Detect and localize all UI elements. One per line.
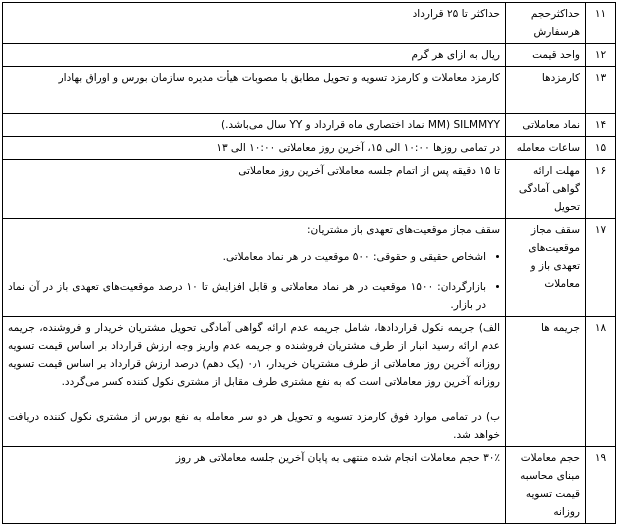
row-number: ۱۱ bbox=[586, 3, 616, 44]
row-number: ۱۶ bbox=[586, 160, 616, 219]
row-value: کارمزد معاملات و کارمزد تسویه و تحویل مطابق با مصوبات هیأت مدیره سازمان بورس و اوراق بهادار bbox=[3, 67, 506, 114]
table-row bbox=[3, 114, 616, 137]
row-value: حداکثر تا ۲۵ قرارداد bbox=[3, 3, 506, 44]
row-label: حداکثرحجم هرسفارش bbox=[506, 3, 586, 44]
row-value: در تمامی روزها ۱۰:۰۰ الی ۱۵، آخرین روز معاملاتی ۱۰:۰۰ الی ۱۳ bbox=[3, 137, 506, 160]
row-number: ۱۷ bbox=[586, 219, 616, 317]
row-value: SILMMYY (MM نماد اختصاری ماه قرارداد و YY سال می‌باشد.) bbox=[3, 114, 506, 137]
row-number: ۱۸ bbox=[586, 317, 616, 447]
row-label: نماد معاملاتی bbox=[506, 114, 586, 137]
penalty-paragraph-a: الف) جریمه نکول قراردادها، شامل جریمه عدم ارائه گواهی آمادگی تحویل مشتریان خریدار و فروشنده، جریمه عدم ارائه رسید انبار از طرف مشتریان فروشنده و جریمه عدم واریز وجه ارزش قرارداد بر اساس قیمت تسویه روزانه آخرین روز معاملاتی از طرف مشتریان خریدار، ۰٫۱ (یک دهم) درصد ارزش قرارداد بر اساس قیمت تسویه روزانه آخرین روز معاملاتی است که به نفع مشتری طرف مقابل از مشتری نکول کننده کسر می‌گردد. bbox=[8, 322, 500, 388]
table-row bbox=[3, 137, 616, 160]
row-label: واحد قیمت bbox=[506, 44, 586, 67]
table-row bbox=[3, 447, 616, 524]
row-value: ریال به ازای هر گرم bbox=[3, 44, 506, 67]
row-value: ۳۰٪ حجم معاملات انجام شده منتهی به پایان آخرین جلسه معاملاتی هر روز bbox=[3, 447, 506, 524]
list-item: • اشخاص حقیقی و حقوقی: ۵۰۰ موقعیت در هر نماد معاملاتی. bbox=[8, 248, 486, 266]
row-number: ۱۳ bbox=[586, 67, 616, 114]
table-row bbox=[3, 160, 616, 219]
position-limit-intro: سقف مجاز موقعیت‌های تعهدی باز مشتریان: bbox=[307, 224, 500, 236]
row-number: ۱۵ bbox=[586, 137, 616, 160]
penalty-paragraph-b: ب) در تمامی موارد فوق کارمزد تسویه و تحویل هر دو سر معامله به نفع بورس از مشتری نکول کننده دریافت خواهد شد. bbox=[8, 411, 500, 441]
row-label: سقف مجاز موقعیت‌های تعهدی باز و معاملات bbox=[506, 219, 586, 317]
row-label: حجم معاملات مبنای محاسبه قیمت تسویه روزانه bbox=[506, 447, 586, 524]
table-row bbox=[3, 317, 616, 447]
row-label: ساعات معامله bbox=[506, 137, 586, 160]
row-label: جریمه ها bbox=[506, 317, 586, 447]
row-number: ۱۹ bbox=[586, 447, 616, 524]
position-limit-list bbox=[8, 248, 500, 314]
row-number: ۱۲ bbox=[586, 44, 616, 67]
contract-spec-table bbox=[2, 2, 616, 524]
row-number: ۱۴ bbox=[586, 114, 616, 137]
table-row bbox=[3, 44, 616, 67]
row-value bbox=[3, 219, 506, 317]
table-row bbox=[3, 219, 616, 317]
row-value bbox=[3, 317, 506, 447]
table-row bbox=[3, 3, 616, 44]
row-label: کارمزدها bbox=[506, 67, 586, 114]
row-label: مهلت ارائه گواهی آمادگی تحویل bbox=[506, 160, 586, 219]
list-item: • بازارگردان: ۱۵۰۰ موقعیت در هر نماد معاملاتی و قابل افزایش تا ۱۰ درصد موقعیت‌های تعهدی باز در آن نماد در بازار. bbox=[8, 278, 486, 314]
table-row bbox=[3, 67, 616, 114]
row-value: تا ۱۵ دقیقه پس از اتمام جلسه معاملاتی آخرین روز معاملاتی bbox=[3, 160, 506, 219]
